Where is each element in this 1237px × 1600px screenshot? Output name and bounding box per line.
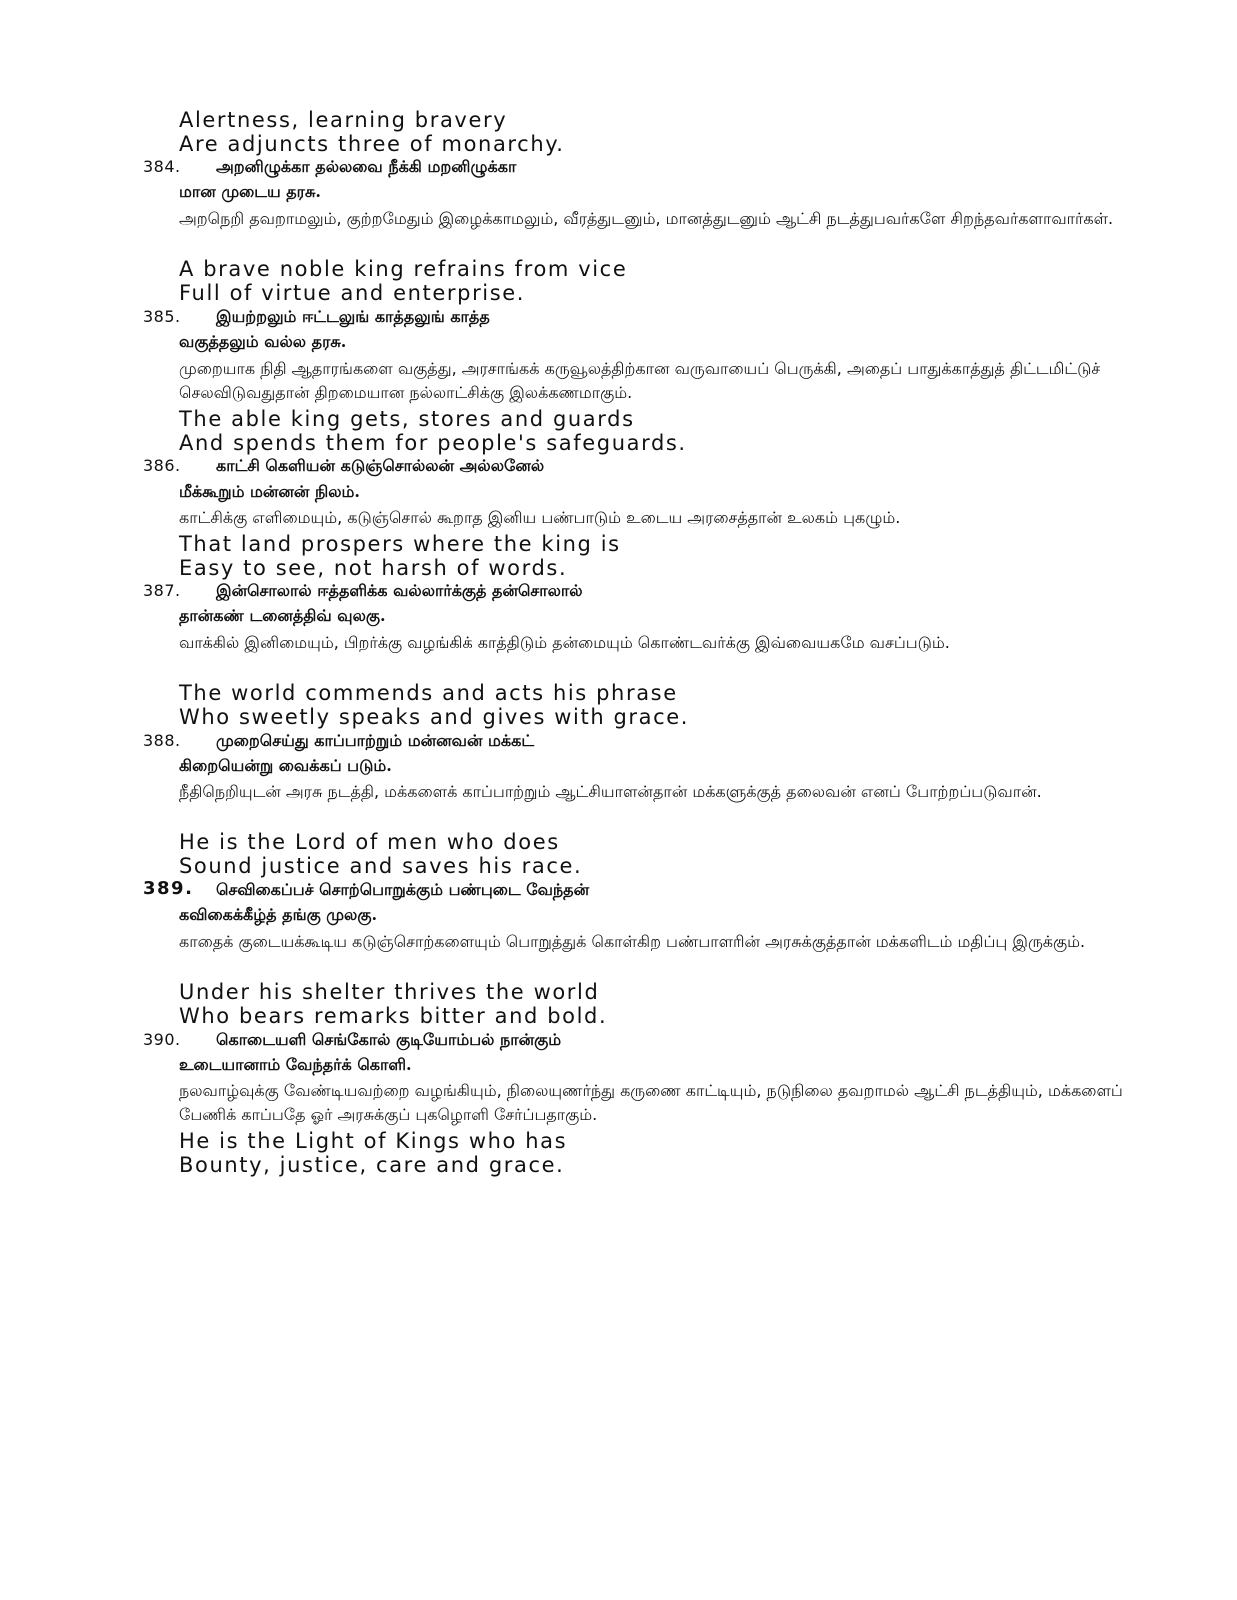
- english-verse-line: Sound justice and saves his race.: [179, 854, 583, 878]
- kural-line-2: தான்கண் டனைத்திவ் வுலகு.: [179, 606, 386, 625]
- english-verse-line: And spends them for people's safeguards.: [179, 431, 687, 455]
- verse-number: 385.: [143, 307, 181, 326]
- kural-line-1: முறைசெய்து காப்பாற்றும் மன்னவன் மக்கட்: [216, 731, 535, 750]
- verse-number: 389.: [143, 878, 194, 899]
- english-verse-line: Full of virtue and enterprise.: [179, 281, 526, 305]
- verse-number: 384.: [143, 157, 181, 176]
- kural-line-2: கிறையென்று வைக்கப் படும்.: [179, 756, 392, 775]
- kural-line-1: இன்சொலால் ஈத்தளிக்க வல்லார்க்குத் தன்சொலால்: [216, 581, 583, 600]
- verse-number: 390.: [143, 1030, 181, 1049]
- tamil-meaning: வாக்கில் இனிமையும், பிறர்க்கு வழங்கிக் காத்திடும் தன்மையும் கொண்டவர்க்கு இவ்வையகமே வசப்படும்.: [179, 633, 950, 652]
- english-verse-line: Bounty, justice, care and grace.: [179, 1153, 565, 1177]
- english-verse-line: He is the Lord of men who does: [179, 830, 560, 854]
- tamil-meaning: காட்சிக்கு எளிமையும், கடுஞ்சொல் கூறாத இனிய பண்பாடும் உடைய அரசைத்தான் உலகம் புகழும்.: [179, 508, 901, 527]
- tamil-meaning: முறையாக நிதி ஆதாரங்களை வகுத்து, அரசாங்கக் கருவூலத்திற்கான வருவாயைப் பெருக்கி, அதைப் பாதுக்காத்துத் திட்டமிட்டுச் செலவிடுவதுதான் திறமையான நல்லாட்சிக்கு இலக்கணமாகும்.: [179, 359, 1101, 402]
- kural-line-2: மான முடைய தரசு.: [179, 182, 321, 201]
- english-verse-line: Who sweetly speaks and gives with grace.: [179, 705, 690, 729]
- tamil-meaning: காதைக் குடையக்கூடிய கடுஞ்சொற்களையும் பொறுத்துக் கொள்கிற பண்பாளரின் அரசுக்குத்தான் மக்களிடம் மதிப்பு இருக்கும்.: [179, 932, 1086, 951]
- english-verse-line: Under his shelter thrives the world: [179, 980, 600, 1004]
- verse-number: 388.: [143, 731, 181, 750]
- kural-line-1: அறனிழுக்கா தல்லவை நீக்கி மறனிழுக்கா: [216, 157, 517, 176]
- english-verse-line: Are adjuncts three of monarchy.: [179, 132, 565, 156]
- tamil-meaning: நலவாழ்வுக்கு வேண்டியவற்றை வழங்கியும், நிலையுணர்ந்து கருணை காட்டியும், நடுநிலை தவறாமல் ஆட்சி நடத்தியும், மக்களைப் பேணிக் காப்பதே ஓர் அரசுக்குப் புகழொளி சேர்ப்பதாகும்.: [179, 1081, 1123, 1124]
- english-verse-line: A brave noble king refrains from vice: [179, 257, 628, 281]
- english-verse-line: Alertness, learning bravery: [179, 108, 508, 132]
- verse-number: 387.: [143, 581, 181, 600]
- english-verse-line: Easy to see, not harsh of words.: [179, 556, 568, 580]
- kural-line-1: செவிகைப்பச் சொற்பொறுக்கும் பண்புடை வேந்தன்: [216, 880, 590, 899]
- tamil-meaning: அறநெறி தவறாமலும், குற்றமேதும் இழைக்காமலும், வீரத்துடனும், மானத்துடனும் ஆட்சி நடத்துபவர்களே சிறந்தவர்களாவார்கள்.: [179, 209, 1114, 228]
- kural-line-2: வகுத்தலும் வல்ல தரசு.: [179, 332, 347, 351]
- kural-line-2: உடையானாம் வேந்தர்க் கொளி.: [179, 1055, 412, 1074]
- verse-number: 386.: [143, 456, 181, 475]
- english-verse-line: The able king gets, stores and guards: [179, 407, 635, 431]
- english-verse-line: Who bears remarks bitter and bold.: [179, 1004, 608, 1028]
- kural-line-1: இயற்றலும் ஈட்டலுங் காத்தலுங் காத்த: [216, 307, 490, 326]
- english-verse-line: He is the Light of Kings who has: [179, 1129, 568, 1153]
- english-verse-line: The world commends and acts his phrase: [179, 681, 678, 705]
- english-verse-line: That land prospers where the king is: [179, 532, 621, 556]
- kural-line-1: கொடையளி செங்கோல் குடியோம்பல் நான்கும்: [216, 1030, 562, 1049]
- kural-line-1: காட்சி கெளியன் கடுஞ்சொல்லன் அல்லனேல்: [216, 456, 545, 475]
- kural-line-2: கவிகைக்கீழ்த் தங்கு முலகு.: [179, 905, 378, 924]
- tamil-meaning: நீதிநெறியுடன் அரசு நடத்தி, மக்களைக் காப்பாற்றும் ஆட்சியாளன்தான் மக்களுக்குத் தலைவன் எனப் போற்றப்படுவான்.: [179, 782, 1042, 801]
- kural-line-2: மீக்கூறும் மன்னன் நிலம்.: [179, 482, 360, 501]
